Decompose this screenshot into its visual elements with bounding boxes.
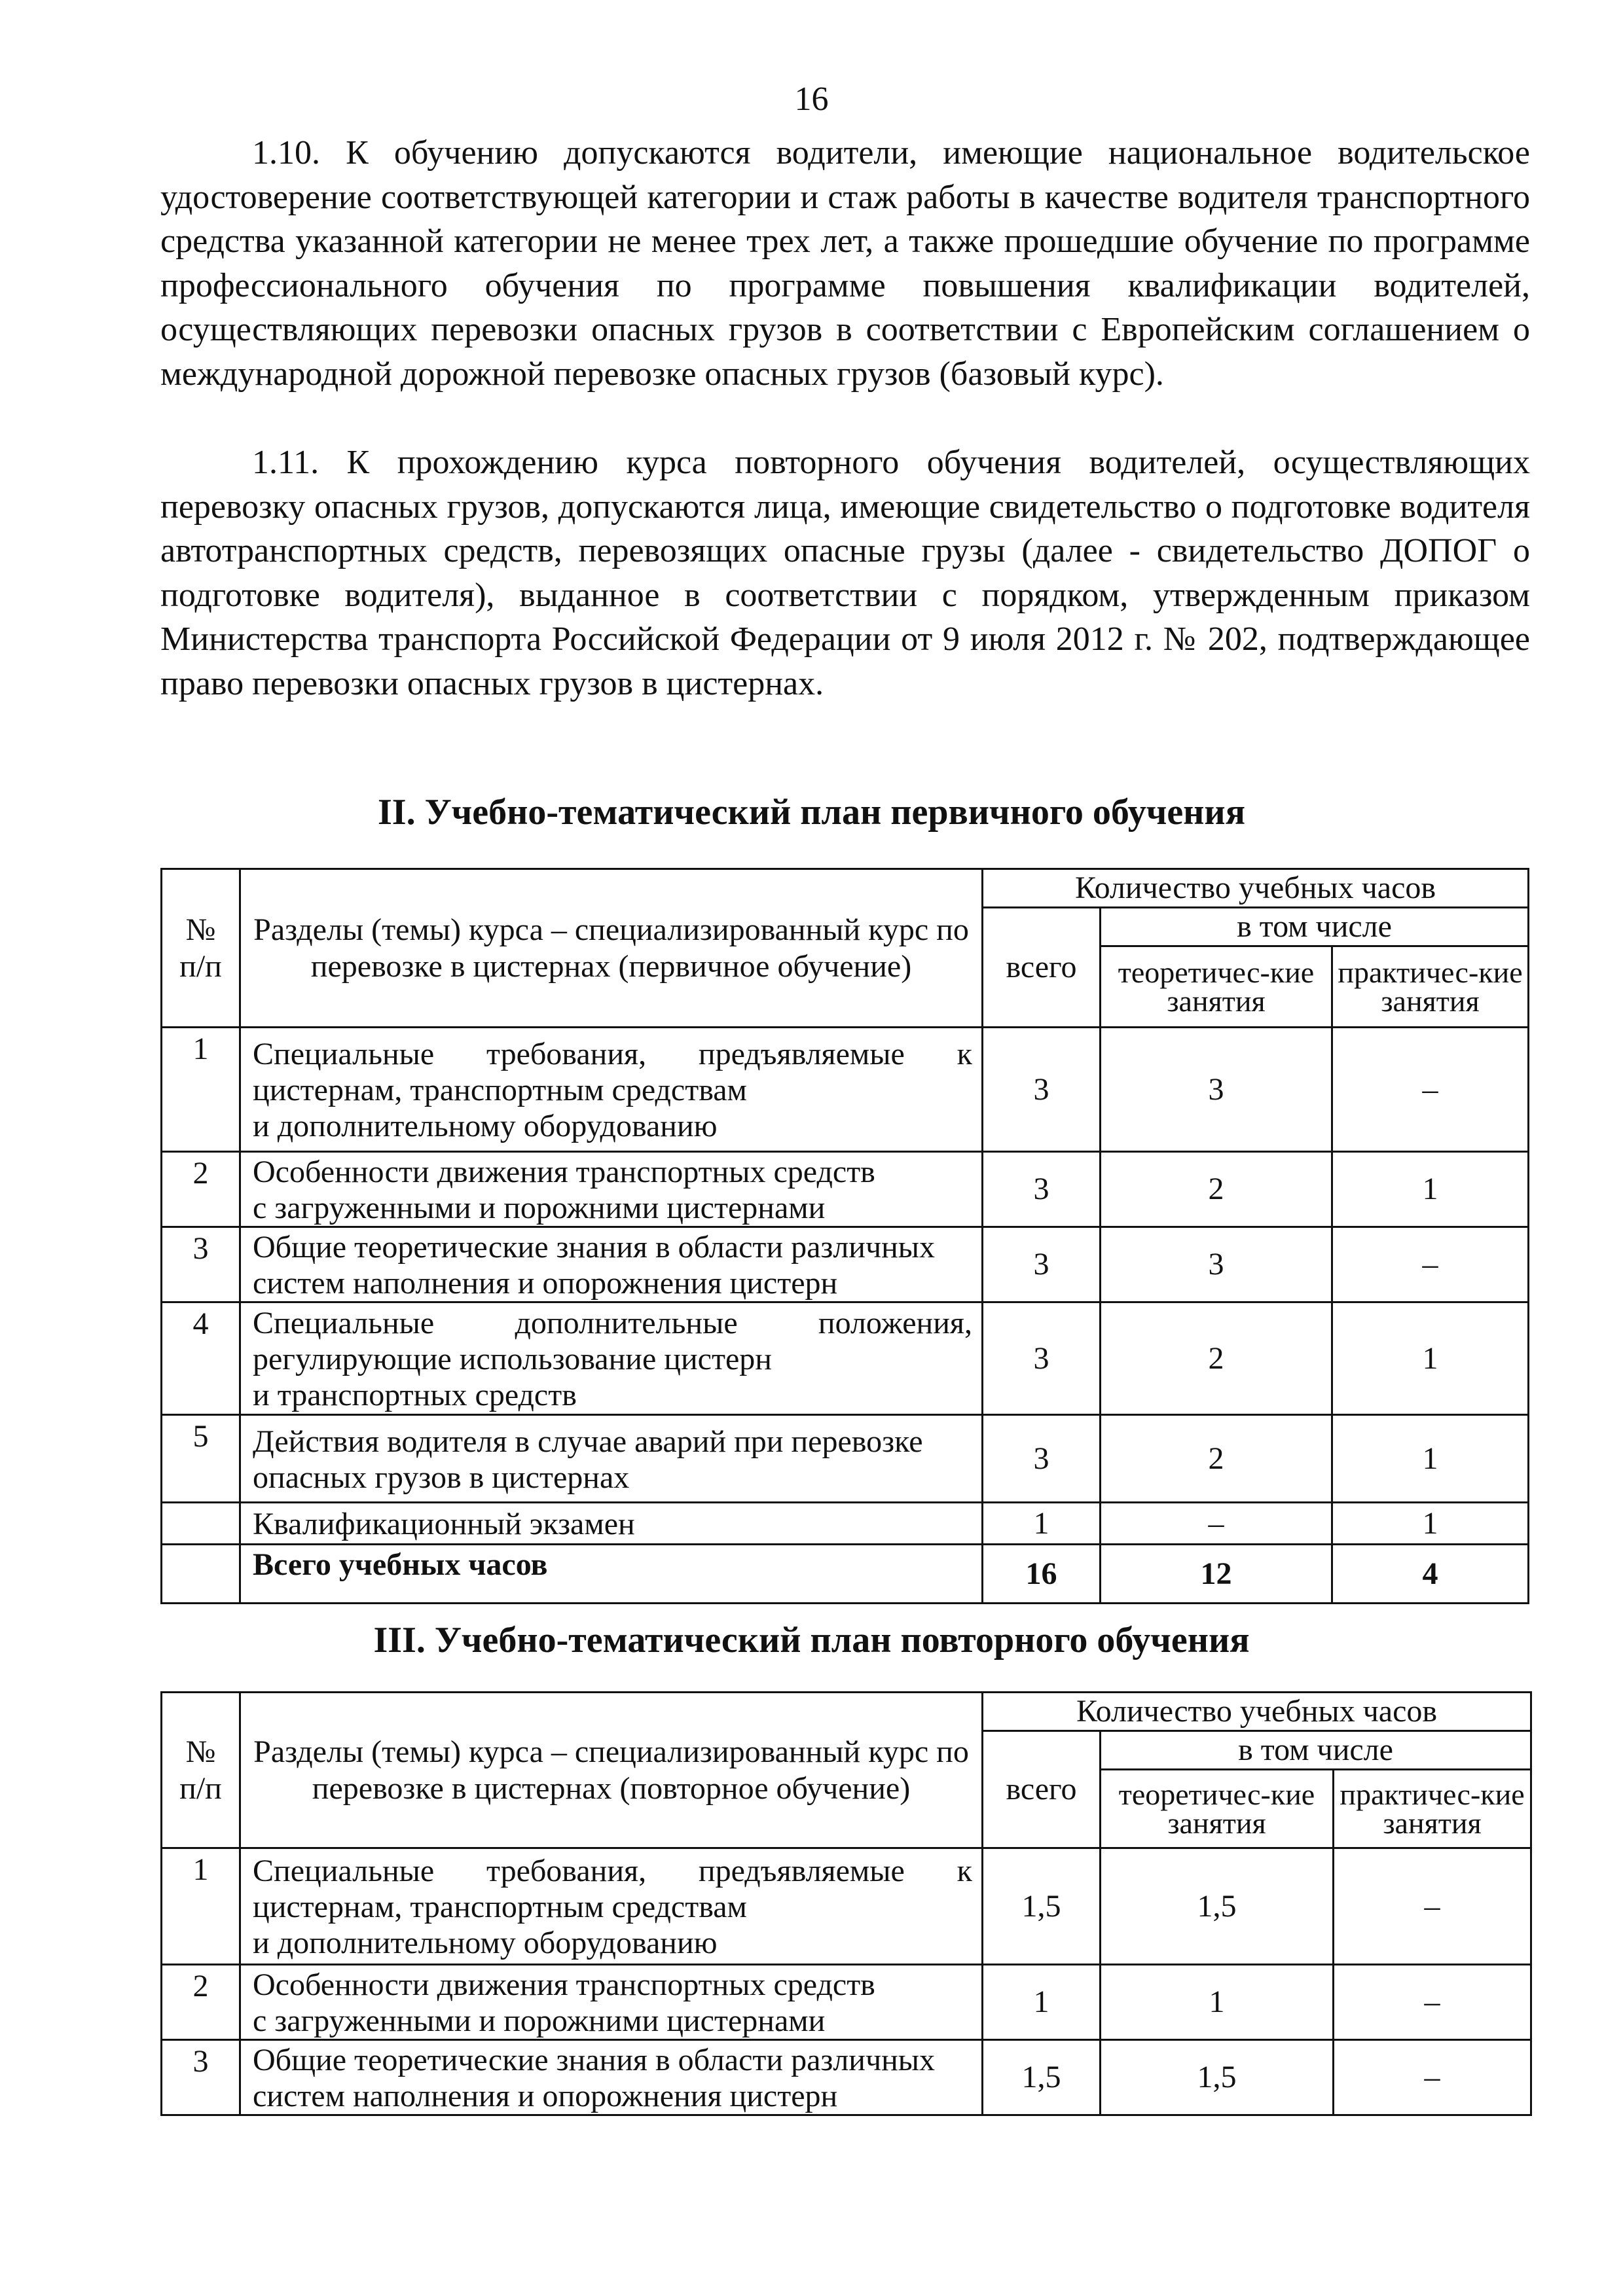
row-theory-hours: 1 (1101, 1965, 1334, 2040)
header-num: № п/п (162, 1693, 240, 1848)
row-total-hours: 1,5 (983, 2040, 1101, 2115)
row-topic-last-line: и дополнительному оборудованию (253, 1109, 718, 1143)
row-total-hours: 16 (983, 1545, 1101, 1604)
row-theory-hours: 1,5 (1101, 1848, 1334, 1965)
row-topic-last-line: с загруженными и порожними цистернами (253, 2003, 826, 2038)
row-topic (240, 1152, 983, 1227)
row-topic-last-line: опасных грузов в цистернах (253, 1460, 630, 1495)
row-number (162, 1503, 240, 1545)
row-number: 4 (162, 1302, 240, 1415)
row-practice-hours: – (1332, 1028, 1529, 1152)
table-header-row (162, 1693, 1531, 1731)
header-total: всего (983, 908, 1101, 1028)
row-topic (240, 1848, 983, 1965)
header-practice: практичес-кие занятия (1334, 1770, 1531, 1848)
row-number: 2 (162, 1965, 240, 2040)
row-topic-text: Общие теоретические знания в области различных (253, 1230, 936, 1265)
header-theory: теоретичес-кие занятия (1101, 1770, 1334, 1848)
page-number: 16 (794, 81, 829, 118)
header-practice: практичес-кие занятия (1332, 946, 1529, 1028)
row-topic-last-line: систем наполнения и опорожнения цистерн (253, 2079, 838, 2113)
exam-row (162, 1503, 1529, 1545)
paragraph-1-11: 1.11. К прохождению курса повторного обучения водителей, осуществляющих перевозку опасных грузов, допускаются лица, имеющие свидетельство о подготовке водителя автотранспортных средств, перевозящих опасные грузы (далее - свидетельство ДОПОГ о подготовке водителя), выданное в соответствии с порядком, утвержденным приказом Министерства транспорта Российской Федерации от 9 июля 2012 г. № 202, подтверждающее право перевозки опасных грузов в цистернах. (160, 444, 1530, 702)
row-topic-text: Особенности движения транспортных средств (253, 1155, 875, 1189)
row-total-hours: 3 (983, 1227, 1101, 1302)
row-number: 3 (162, 2040, 240, 2115)
row-theory-hours: 2 (1101, 1152, 1332, 1227)
section-3-title: III. Учебно-тематический план повторного обучения (373, 1620, 1250, 1660)
row-number (162, 1545, 240, 1604)
row-practice-hours: – (1334, 1848, 1531, 1965)
total-row (162, 1545, 1529, 1604)
header-hours: Количество учебных часов (983, 1693, 1531, 1731)
row-topic-last-line: и транспортных средств (253, 1378, 577, 1412)
header-total: всего (983, 1731, 1101, 1848)
row-topic (240, 1028, 983, 1152)
row-topic-last-line: систем наполнения и опорожнения цистерн (253, 1266, 838, 1300)
row-theory-hours: 1,5 (1101, 2040, 1334, 2115)
header-including: в том числе (1101, 1731, 1531, 1770)
row-topic-text: Особенности движения транспортных средств (253, 1967, 875, 2002)
row-total-hours: 1 (983, 1965, 1101, 2040)
row-number: 1 (162, 1848, 240, 1965)
row-topic: Всего учебных часов (240, 1545, 983, 1604)
row-total-hours: 3 (983, 1152, 1101, 1227)
row-practice-hours: – (1332, 1227, 1529, 1302)
row-theory-hours: 12 (1101, 1545, 1332, 1604)
row-number: 1 (162, 1028, 240, 1152)
row-topic (240, 1227, 983, 1302)
row-topic-text: Специальные требования, предъявляемые к цистернам, транспортным средствам (253, 1037, 972, 1107)
header-num: № п/п (162, 869, 240, 1028)
row-practice-hours: – (1334, 2040, 1531, 2115)
table-header-row (162, 869, 1529, 908)
header-hours: Количество учебных часов (983, 869, 1529, 908)
row-theory-hours: 3 (1101, 1028, 1332, 1152)
repeat-training-plan-table (160, 1691, 1532, 2116)
row-total-hours: 3 (983, 1028, 1101, 1152)
table-row (162, 1302, 1529, 1415)
row-practice-hours: 4 (1332, 1545, 1529, 1604)
row-practice-hours: 1 (1332, 1302, 1529, 1415)
row-practice-hours: 1 (1332, 1415, 1529, 1503)
row-topic (240, 1415, 983, 1503)
row-total-hours: 3 (983, 1302, 1101, 1415)
row-topic-text: Специальные дополнительные положения, регулирующие использование цистерн (253, 1306, 972, 1376)
row-theory-hours: 2 (1101, 1302, 1332, 1415)
header-including: в том числе (1101, 908, 1529, 946)
row-number: 5 (162, 1415, 240, 1503)
row-practice-hours: 1 (1332, 1152, 1529, 1227)
row-theory-hours: – (1101, 1503, 1332, 1545)
table-row (162, 1965, 1531, 2040)
table-row (162, 1227, 1529, 1302)
table-row (162, 2040, 1531, 2115)
section-2-title: II. Учебно-тематический план первичного обучения (378, 792, 1245, 833)
row-total-hours: 1,5 (983, 1848, 1101, 1965)
table-row (162, 1028, 1529, 1152)
row-topic: Квалификационный экзамен (240, 1503, 983, 1545)
header-topic: Разделы (темы) курса – специализированный курс по перевозке в цистернах (первичное обучение) (240, 869, 983, 1028)
row-theory-hours: 3 (1101, 1227, 1332, 1302)
header-theory: теоретичес-кие занятия (1101, 946, 1332, 1028)
row-topic (240, 2040, 983, 2115)
row-topic-text: Специальные требования, предъявляемые к цистернам, транспортным средствам (253, 1854, 972, 1924)
row-topic-last-line: с загруженными и порожними цистернами (253, 1191, 826, 1225)
paragraph-1-10: 1.10. К обучению допускаются водители, имеющие национальное водительское удостоверение соответствующей категории и стаж работы в качестве водителя транспортного средства указанной категории не менее трех лет, а также прошедшие обучение по программе профессионального обучения по программе повышения квалификации водителей, осуществляющих перевозки опасных грузов в соответствии с Европейским соглашением о международной дорожной перевозке опасных грузов (базовый курс). (160, 134, 1530, 393)
row-practice-hours: 1 (1332, 1503, 1529, 1545)
row-number: 3 (162, 1227, 240, 1302)
row-total-hours: 3 (983, 1415, 1101, 1503)
table-row (162, 1415, 1529, 1503)
row-number: 2 (162, 1152, 240, 1227)
primary-training-plan-table (160, 868, 1529, 1604)
header-topic: Разделы (темы) курса – специализированный курс по перевозке в цистернах (повторное обучение) (240, 1693, 983, 1848)
table-row (162, 1152, 1529, 1227)
row-topic-last-line: и дополнительному оборудованию (253, 1926, 718, 1960)
row-topic-text: Действия водителя в случае аварий при перевозке (253, 1424, 923, 1459)
row-topic (240, 1965, 983, 2040)
row-theory-hours: 2 (1101, 1415, 1332, 1503)
row-topic-text: Общие теоретические знания в области различных (253, 2043, 936, 2077)
row-practice-hours: – (1334, 1965, 1531, 2040)
row-topic (240, 1302, 983, 1415)
table-row (162, 1848, 1531, 1965)
row-total-hours: 1 (983, 1503, 1101, 1545)
